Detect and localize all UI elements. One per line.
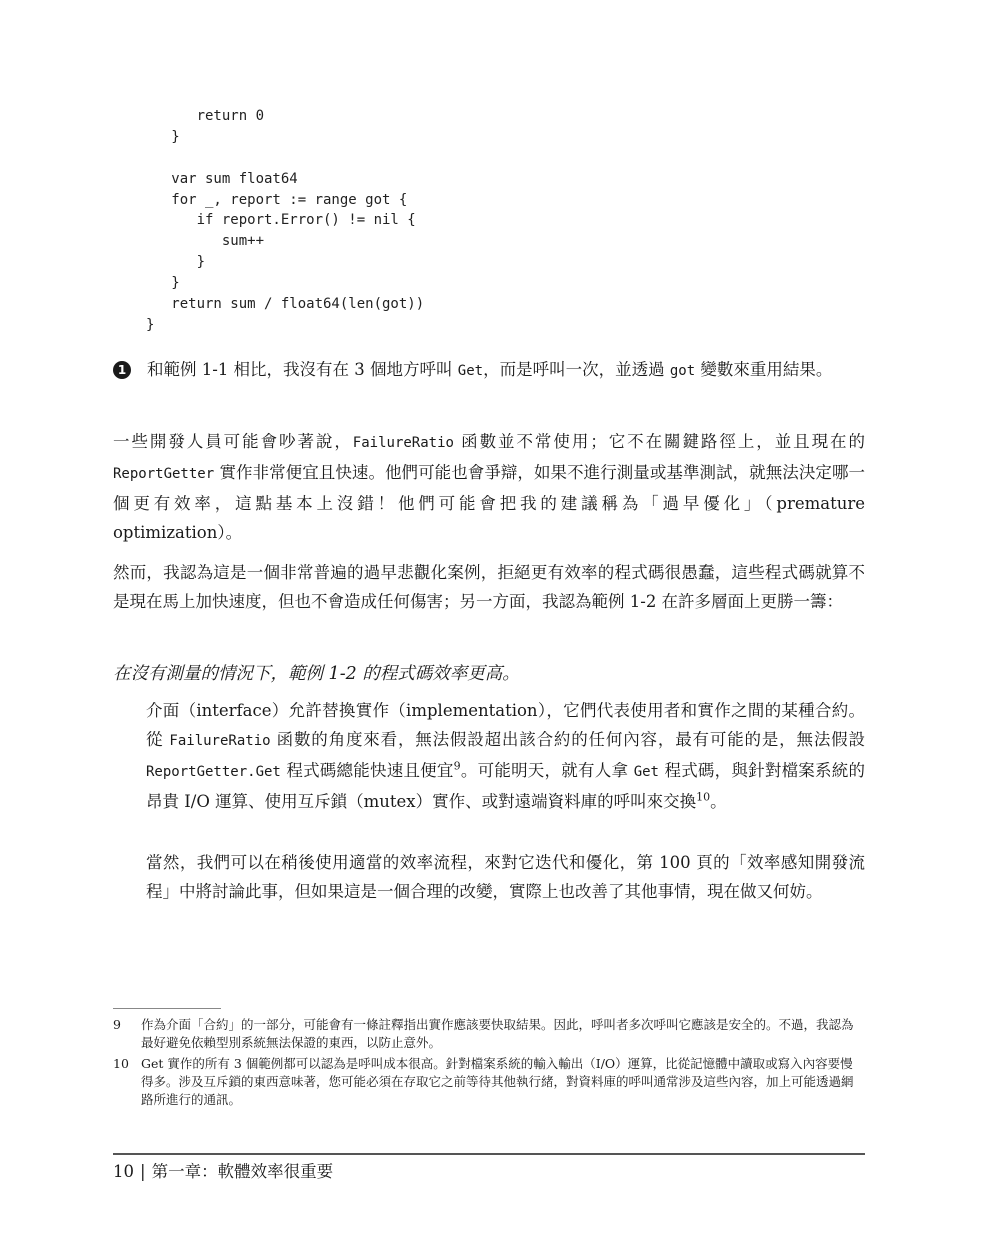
code-line: } <box>146 254 206 271</box>
callout-number-icon: 1 <box>113 361 131 379</box>
footnote-divider <box>113 1008 221 1009</box>
inline-code: FailureRatio <box>352 435 454 451</box>
code-line: return sum / float64(len(got)) <box>146 296 425 313</box>
text-run: 程式碼總能快速且便宜 <box>280 761 454 780</box>
chapter-title: 第一章：軟體效率很重要 <box>151 1162 334 1181</box>
text-run: 和範例 1-1 相比，我沒有在 3 個地方呼叫 <box>147 360 458 379</box>
body-paragraph: 然而，我認為這是一個非常普遍的過早悲觀化案例，拒絕更有效率的程式碼很愚蠢，這些程式碼就算不是現在馬上加快速度，但也不會造成任何傷害；另一方面，我認為範例 1-2 在許多層面上更勝一籌： <box>113 563 865 611</box>
code-line: for _, report := range got { <box>146 191 408 208</box>
text-run: 。 <box>710 792 727 811</box>
inline-code: ReportGetter.Get <box>146 764 281 780</box>
code-line: } <box>146 128 180 145</box>
inline-code: Get <box>457 363 484 379</box>
page-footer <box>113 1160 333 1184</box>
text-run: 一些開發人員可能會吵著說， <box>113 432 353 451</box>
code-line <box>146 148 424 169</box>
inline-code: Get <box>633 764 659 780</box>
footnote <box>113 1016 865 1052</box>
code-line: } <box>146 316 155 333</box>
footnote-text: 作為介面「合約」的一部分，可能會有一條註釋指出實作應該要快取結果。因此，呼叫者多次呼叫它應該是安全的。不過，我認為最好避免依賴型別系統無法保證的東西，以防止意外。 <box>141 1017 854 1050</box>
text-run: 介面（interface）允許替換實作（implementation），它們代表使用者和實作之間的某種合約。從 <box>146 701 865 749</box>
page-number: 10 <box>113 1162 134 1181</box>
text-run: 函數並不常使用；它不在關鍵路徑上，並且現在的 <box>453 432 865 451</box>
inline-code: ReportGetter <box>113 466 215 482</box>
code-line: if report.Error() != nil { <box>146 212 416 229</box>
body-paragraph <box>113 427 865 547</box>
footnote <box>113 1055 865 1109</box>
emphasis-heading: 在沒有測量的情況下，範例 1-2 的程式碼效率更高。 <box>113 664 520 684</box>
footnote-number: 10 <box>113 1056 129 1071</box>
callout-text <box>147 355 865 386</box>
indented-paragraph: 當然，我們可以在稍後使用適當的效率流程，來對它迭代和優化，第 100 頁的「效率感知開發流程」中將討論此事，但如果這是一個合理的改變，實際上也改善了其他事情，現在做又何妨。 <box>146 853 865 901</box>
footer-separator: | <box>140 1162 146 1181</box>
text-run: 實作非常便宜且快速。他們可能也會爭辯，如果不進行測量或基準測試，就無法決定哪一個更有效率，這點基本上沒錯！他們可能會把我的建議稱為「過早優化」（premature optimization）。 <box>113 463 865 542</box>
footnote-ref[interactable]: 9 <box>453 759 461 773</box>
inline-code: got <box>669 363 696 379</box>
code-line: sum++ <box>146 233 265 250</box>
footnote-number: 9 <box>113 1017 121 1032</box>
text-run: 函數的角度來看，無法假設超出該合約的任何內容，最有可能的是，無法假設 <box>270 730 865 749</box>
indented-paragraph <box>146 696 865 816</box>
code-line: } <box>146 275 180 292</box>
code-listing <box>146 106 424 336</box>
code-line: return 0 <box>146 108 265 124</box>
footer-divider <box>113 1153 865 1155</box>
text-run: 變數來重用結果。 <box>695 360 833 379</box>
code-callout <box>113 355 865 386</box>
inline-code: FailureRatio <box>169 733 271 749</box>
text-run: 。可能明天，就有人拿 <box>460 761 634 780</box>
text-run: ，而是呼叫一次，並透過 <box>483 360 670 379</box>
text-run: 程式碼，與針對檔案系統的昂貴 I/O 運算、使用互斥鎖（mutex）實作、或對遠端資料庫的呼叫來交換 <box>146 761 866 811</box>
code-line: var sum float64 <box>146 170 298 187</box>
footnote-text: Get 實作的所有 3 個範例都可以認為是呼叫成本很高。針對檔案系統的輸入輸出（I/O）運算，比從記憶體中讀取或寫入內容要慢得多。涉及互斥鎖的東西意味著，您可能必須在存取它之前等待其他執行緒，對資料庫的呼叫通常涉及這些內容，加上可能透過網路所進行的通訊。 <box>141 1056 854 1107</box>
footnote-ref[interactable]: 10 <box>696 790 711 804</box>
